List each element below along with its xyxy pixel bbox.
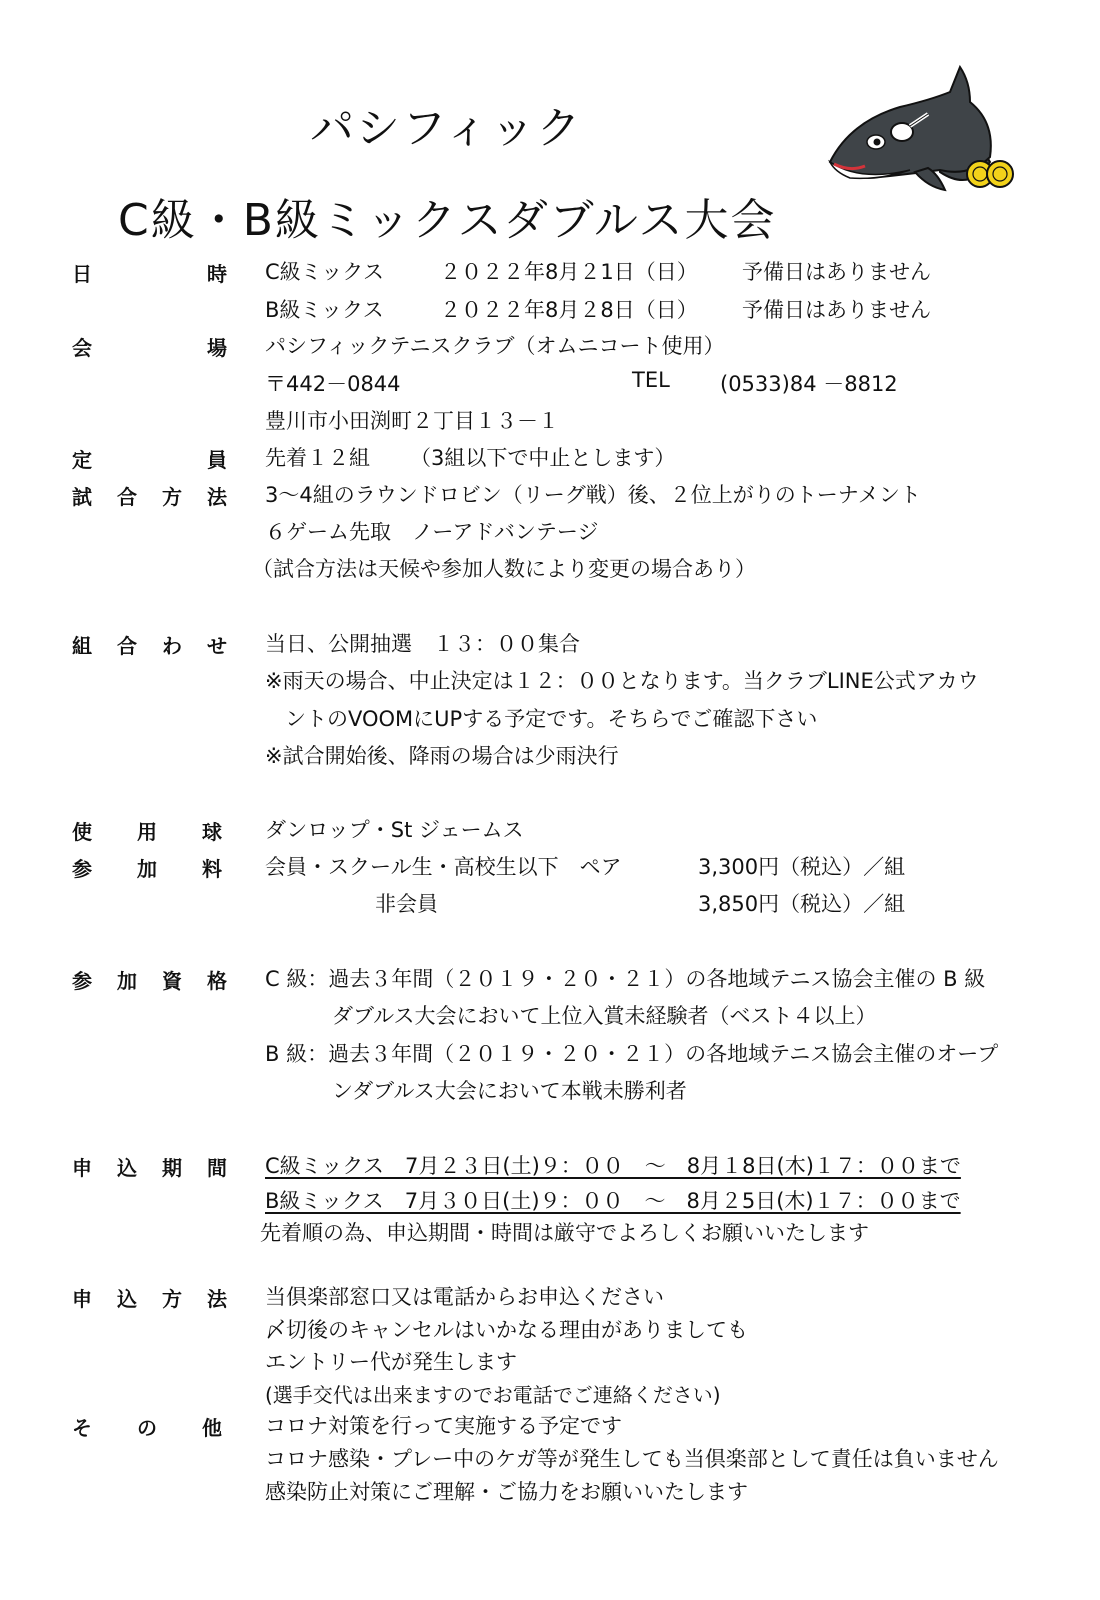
b-class-note: 予備日はありません [742, 298, 931, 322]
label-method: 申 込 方 法 [72, 1287, 227, 1311]
eligibility-c-line-2: ダブルス大会において上位入賞未経験者（ベスト４以上） [332, 1004, 877, 1028]
label-eligibility: 参 加 資 格 [72, 969, 227, 993]
c-class-note: 予備日はありません [742, 260, 931, 284]
title-line-2: C級・B級ミックスダブルス大会 [118, 195, 777, 246]
venue-name: パシフィックテニスクラブ（オムニコート使用） [265, 334, 725, 358]
label-period: 申 込 期 間 [72, 1156, 227, 1180]
venue-address: 豊川市小田渕町２丁目１３－１ [265, 409, 559, 433]
draw-line-3: ントのVOOMにUPする予定です。そちらでご確認下さい [285, 707, 818, 731]
c-class-date: ２０２２年8月２1日（日） [440, 260, 698, 284]
venue-tel-label: TEL [632, 368, 670, 392]
label-format: 試 合 方 法 [72, 485, 227, 509]
period-c-line: C級ミックス 7月２３日(土)９：００ ～ 8月１8日(木)１７：００まで [265, 1154, 961, 1178]
fee-nonmember-label: 非会員 [375, 892, 438, 916]
draw-line-1: 当日、公開抽選 １３：００集合 [265, 632, 580, 656]
title-line-1: パシフィック [310, 103, 583, 154]
draw-line-2: ※雨天の場合、中止決定は１２：００となります。当クラブLINE公式アカウ [265, 669, 979, 693]
eligibility-c-line-1: C 級：過去３年間（２０１９・２０・２１）の各地域テニス協会主催の B 級 [265, 967, 986, 991]
venue-postal: 〒442－0844 [265, 372, 401, 396]
c-class-name: C級ミックス [265, 260, 385, 284]
label-fee: 参 加 料 [72, 857, 222, 881]
period-b-line: B級ミックス 7月３０日(土)９：００ ～ 8月２5日(木)１７：００まで [265, 1189, 961, 1213]
label-ball: 使 用 球 [72, 820, 222, 844]
other-line-3: 感染防止対策にご理解・ご協力をお願いいたします [265, 1480, 748, 1504]
other-line-2: コロナ感染・プレー中のケガ等が発生しても当倶楽部として責任は負いません [265, 1447, 999, 1471]
fee-member-label: 会員・スクール生・高校生以下 ペア [265, 855, 622, 879]
fee-member-price: 3,300円（税込）／組 [698, 855, 906, 879]
label-draw: 組 合 わ せ [72, 634, 227, 658]
period-note: 先着順の為、申込期間・時間は厳守でよろしくお願いいたします [260, 1221, 869, 1245]
format-line-2: ６ゲーム先取 ノーアドバンテージ [265, 520, 599, 544]
format-line-1: 3～4組のラウンドロビン（リーグ戦）後、２位上がりのトーナメント [265, 483, 921, 507]
format-line-3: （試合方法は天候や参加人数により変更の場合あり） [252, 557, 756, 581]
method-line-4: (選手交代は出来ますのでお電話でご連絡ください) [265, 1383, 721, 1407]
label-venue: 会 場 [72, 336, 227, 360]
eligibility-b-line-1: B 級：過去３年間（２０１９・２０・２１）の各地域テニス協会主催のオープ [265, 1042, 999, 1066]
other-line-1: コロナ対策を行って実施する予定です [265, 1414, 622, 1438]
method-line-2: 〆切後のキャンセルはいかなる理由がありましても [265, 1318, 748, 1342]
method-line-1: 当倶楽部窓口又は電話からお申込ください [265, 1285, 664, 1309]
venue-tel: (0533)84 －8812 [720, 372, 898, 396]
capacity-note: （3組以下で中止とします） [410, 446, 676, 470]
label-datetime: 日 時 [72, 262, 227, 286]
method-line-3: エントリー代が発生します [265, 1350, 517, 1374]
eligibility-b-line-2: ンダブルス大会において本戦未勝利者 [332, 1079, 687, 1103]
b-class-name: B級ミックス [265, 298, 384, 322]
ball-text: ダンロップ・St ジェームス [265, 818, 524, 842]
label-other: そ の 他 [72, 1416, 222, 1440]
fee-nonmember-price: 3,850円（税込）／組 [698, 892, 906, 916]
label-capacity: 定 員 [72, 448, 227, 472]
capacity-text: 先着１２組 [265, 446, 370, 470]
b-class-date: ２０２２年8月２8日（日） [440, 298, 698, 322]
draw-line-4: ※試合開始後、降雨の場合は少雨決行 [265, 744, 619, 768]
